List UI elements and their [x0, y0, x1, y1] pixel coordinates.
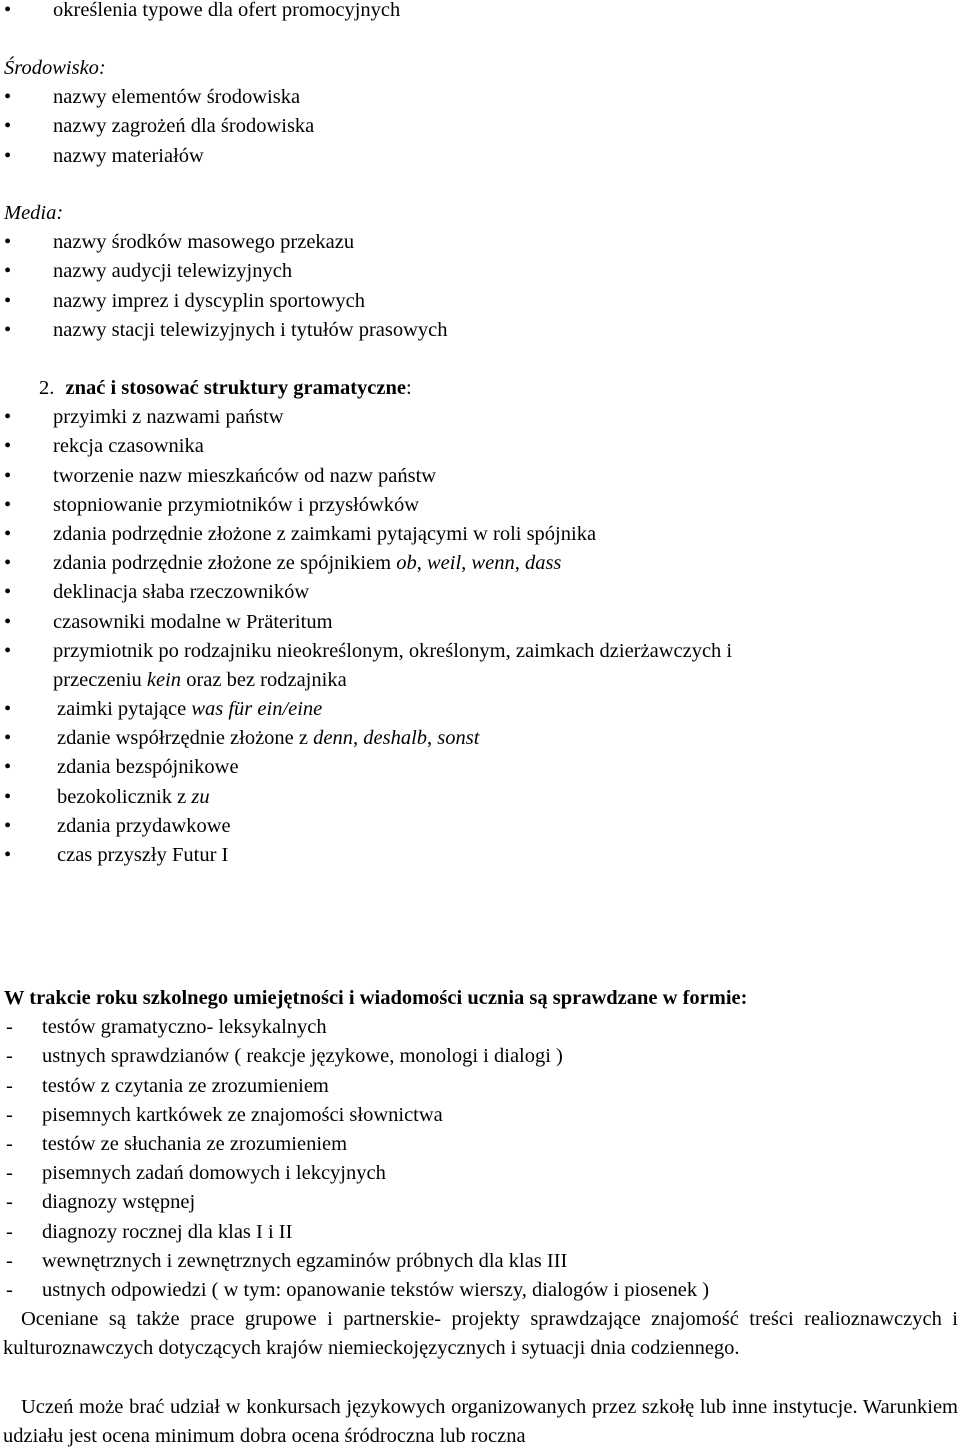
list-item: • nazwy środków masowego przekazu: [0, 228, 960, 257]
list-item: - diagnozy rocznej dla klas I i II: [0, 1218, 960, 1247]
list-item: • zdania przydawkowe: [0, 812, 960, 841]
list-item: • zdania podrzędnie złożone ze spójnikiem ob, weil, wenn, dass: [0, 549, 960, 578]
list-item-continuation: przeczeniu kein oraz bez rodzajnika: [53, 668, 347, 691]
section-title: znać i stosować struktury gramatyczne: [65, 377, 406, 399]
list-item: • zdania bezspójnikowe: [0, 753, 960, 782]
assessment-heading: W trakcie roku szkolnego umiejętności i wiadomości ucznia są sprawdzane w formie:: [4, 987, 748, 1009]
assessment-section: [0, 984, 960, 1305]
section-number: 2.: [39, 377, 55, 399]
list-item: • nazwy stacji telewizyjnych i tytułów prasowych: [0, 316, 960, 345]
list-item: • deklinacja słaba rzeczowników: [0, 578, 960, 607]
media-heading: Media:: [4, 202, 64, 224]
grammar-section: [0, 374, 960, 870]
list-item: • przyimki z nazwami państw: [0, 403, 960, 432]
list-item: - pisemnych kartkówek ze znajomości słownictwa: [0, 1101, 960, 1130]
list-item: - ustnych odpowiedzi ( w tym: opanowanie tekstów wierszy, dialogów i piosenek ): [0, 1276, 960, 1305]
list-item: • zaimki pytające was für ein/eine: [0, 695, 960, 724]
list-item: - diagnozy wstępnej: [0, 1188, 960, 1217]
media-section: [0, 199, 960, 345]
list-item: • nazwy materiałów: [0, 142, 960, 171]
list-item: • nazwy imprez i dyscyplin sportowych: [0, 287, 960, 316]
list-item: - ustnych sprawdzianów ( reakcje językowe, monologi i dialogi ): [0, 1042, 960, 1071]
paragraph-contests: Uczeń może brać udział w konkursach językowych organizowanych przez szkołę lub inne instytucje. Warunkiem udziału jest ocena minimum dobra ocena śródroczna lub roczna: [3, 1396, 958, 1448]
list-item: • bezokolicznik z zu: [0, 783, 960, 812]
list-item: - testów z czytania ze zrozumieniem: [0, 1072, 960, 1101]
srodowisko-section: [0, 54, 960, 171]
list-item: • zdanie współrzędnie złożone z denn, deshalb, sonst: [0, 724, 960, 753]
list-item: - wewnętrznych i zewnętrznych egzaminów próbnych dla klas III: [0, 1247, 960, 1276]
list-item: • określenia typowe dla ofert promocyjnych: [0, 0, 960, 25]
list-item: • nazwy zagrożeń dla środowiska: [0, 112, 960, 141]
list-item: • rekcja czasownika: [0, 432, 960, 461]
srodowisko-heading: Środowisko:: [4, 57, 106, 79]
grammar-heading: 2. znać i stosować struktury gramatyczne:: [39, 377, 412, 399]
list-item: • przymiotnik po rodzajniku nieokreślonym, określonym, zaimkach dzierżawczych i: [0, 637, 960, 666]
list-item: • nazwy audycji telewizyjnych: [0, 257, 960, 286]
list-item: - pisemnych zadań domowych i lekcyjnych: [0, 1159, 960, 1188]
list-item: - testów ze słuchania ze zrozumieniem: [0, 1130, 960, 1159]
list-item: • stopniowanie przymiotników i przysłówków: [0, 491, 960, 520]
list-item: • czas przyszły Futur I: [0, 841, 960, 870]
list-item: • tworzenie nazw mieszkańców od nazw państw: [0, 462, 960, 491]
list-item: - testów gramatyczno- leksykalnych: [0, 1013, 960, 1042]
list-item: • nazwy elementów środowiska: [0, 83, 960, 112]
list-item: • zdania podrzędnie złożone z zaimkami pytającymi w roli spójnika: [0, 520, 960, 549]
top-list: [0, 0, 960, 25]
list-item: • czasowniki modalne w Präteritum: [0, 608, 960, 637]
paragraph-projects: Oceniane są także prace grupowe i partnerskie- projekty sprawdzające znajomość treści realioznawczych i kulturoznawczych dotyczących krajów niemieckojęzycznych i sytuacji dnia codziennego.: [3, 1308, 958, 1360]
